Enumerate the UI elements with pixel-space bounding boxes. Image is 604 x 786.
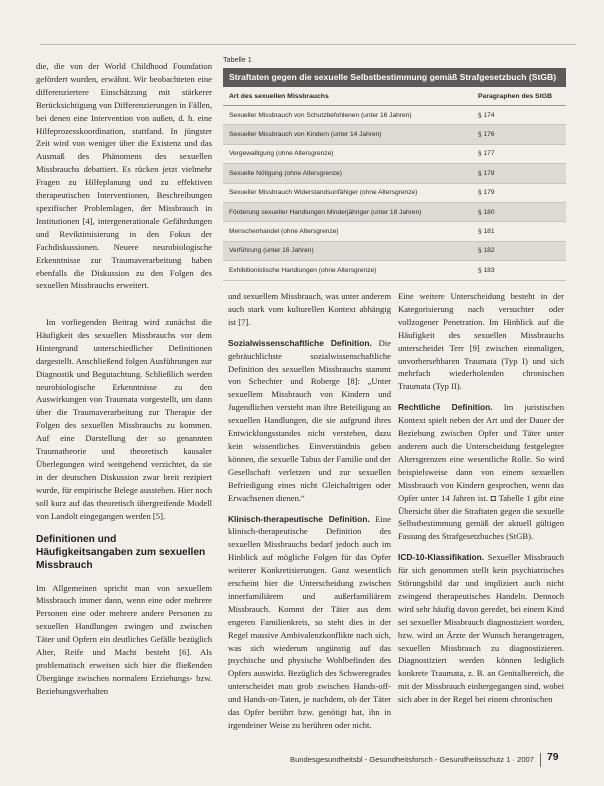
paragraph: und sexuellem Missbrauch, was unter anderem auch stark vom kulturellen Kontext abhängig ist [7]. — [228, 291, 391, 327]
column-middle — [228, 290, 391, 732]
table-cell-art: Sexuelle Nötigung (ohne Altersgrenze) — [229, 169, 342, 177]
page-footer — [0, 752, 604, 770]
column-left-bottom — [36, 316, 212, 698]
paragraph: Im Allgemeinen spricht man von sexuellem Missbrauch immer dann, wenn eine oder mehrere Personen eine oder mehrere andere Personen zu sexuellen Handlungen zwingen und zwischen Täter und Opfern ein deutliches Gefälle bezüglich Alter, Reife und Macht besteht [6]. Als problematisch erweisen sich hier die fließenden Übergänge zwischen normalem Erziehungs- bzw. Beziehungsverhalten — [36, 582, 212, 696]
paragraph-text: Im juristischen Kontext spielt neben der Art und der Dauer der Beziehung zwischen Opfer und Täter unter anderem auch die Unterscheidung festgelegter Altersgrenzen eine wesentliche Rolle. So wird beispielsweise dann von einem sexuellen Missbrauch von Kindern gesprochen, wenn das Opfer unter 14 Jahren ist. ◘ Tabelle 1 gibt eine Übersicht über die Straftaten gegen die sexuelle Selbstbestimmung gemäß der aktuell gültigen Fassung des Strafgesetzbuches (StGB). — [398, 402, 564, 542]
journal-citation: Bundesgesundheitsbl - Gesundheitsforsch - Gesundheitsschutz 1 · 2007 — [290, 755, 534, 764]
paragraph: Im vorliegenden Beitrag wird zunächst die Häufigkeit des sexuellen Missbrauchs vor dem Hintergrund unterschiedlicher Definitionen dargestellt. Anschließend folgen Ausführungen zur Diagnostik und Begutachtung. Schließlich werden neurobiologische Erkenntnisse zu den Auswirkungen von Traumata vorgestellt, um dann über die Traumaverarbeitung zur Therapie der Folgen des sexuellen Missbrauchs zu kommen. Auf eine Darstellung der so genannten Traumatheorie und theoretisch kausaler Überlegungen wird weitgehend verzichtet, da sie in der deutschen Diskussion zwar breit rezipiert wurde, für empirische Belege ausstehen. Hier noch soll kurz auf das theoretisch übergreifende Modell von Landolt eingegangen werden [5]. — [36, 317, 212, 521]
table-cell-paragraph: § 174 — [478, 111, 495, 119]
table-row — [223, 203, 566, 222]
table-row — [223, 222, 566, 241]
table-title: Straftaten gegen die sexuelle Selbstbestimmung gemäß Strafgesetzbuch (StGB) — [223, 68, 566, 87]
table-cell-art: Verführung (unter 16 Jahren) — [229, 247, 314, 255]
table-cell-art: Sexueller Missbrauch Widerstandsunfähiger (ohne Altersgrenze) — [229, 189, 418, 197]
paragraph-text: Die gebräuchlichste sozialwissenschaftliche Definition des sexuellen Missbrauchs stammt von Schechter und Roberge [8]: „Unter sexuellem Missbrauch von Kindern und Jugendlichen versteht man ihre Beteiligung an sexuellen Handlungen, die sie aufgrund ihres Entwicklungsstandes nicht verstehen, dazu kein wissentliches Einverständnis geben können, die sexuelle Tabus der Familie und der Gesellschaft verletzen und zur sexuellen Befriedigung eines nicht Gleichaltrigen oder Erwachsenen dienen.“ — [228, 337, 391, 503]
section-heading: Definitionen und Häufigkeitsangaben zum sexuellen Missbrauch — [36, 533, 206, 571]
column-left-top — [36, 60, 212, 292]
table-cell-paragraph: § 180 — [478, 208, 495, 216]
page-number: 79 — [547, 752, 559, 763]
paragraph-text: Sexueller Missbrauch für sich genommen stellt kein psychiatrisches Störungsbild dar und impliziert auch nicht zwingend therapeutisches Handeln. Dennoch wird sehr häufig davon geredet, bei einem Kind sei sexueller Missbrauch diagnostiziert worden, bzw. wird an Ärzte der Wunsch herangetragen, sexuellen Missbrauch zu diagnostizieren. Diagnostiziert werden können lediglich konkrete Traumata, z. B. an Genitalbereich, die mit der Missbrauch einhergegangen sind, wobei sich aber in der Regel bei einem chronischen — [398, 552, 564, 705]
paragraph: Eine weitere Unterscheidung besteht in der Kategorisierung nach versuchter oder vollzogener Penetration. Im Hinblick auf die Häufigkeit des sexuellen Missbrauchs unterscheidet Terr [9] zwischen einmaligen, unvorhersehbaren Traumata (Typ I) und sich mehrfach wiederholenden chronischen Traumata (Typ II). — [398, 291, 564, 392]
table-row — [223, 184, 566, 203]
paragraph-icd10 — [398, 551, 564, 706]
paragraph-legal-definition — [398, 401, 564, 543]
subheading: Rechtliche Definition. — [398, 402, 493, 413]
table-row — [223, 164, 566, 183]
table-cell-paragraph: § 177 — [478, 150, 495, 158]
table-1 — [223, 54, 566, 281]
subheading: Sozialwissenschaftliche Definition. — [228, 337, 372, 348]
footer-divider — [540, 753, 541, 767]
column-right — [398, 290, 564, 706]
table-cell-paragraph: § 179 — [478, 189, 495, 197]
table-row — [223, 145, 566, 164]
table-cell-paragraph: § 176 — [478, 131, 495, 139]
table-row — [223, 261, 566, 280]
paragraph-clinical-definition — [228, 513, 391, 732]
table-header-row — [223, 87, 566, 106]
table-cell-paragraph: § 178 — [478, 169, 495, 177]
table-row — [223, 242, 566, 261]
paragraph-text: Eine klinisch-therapeutische Definition des sexuellen Missbrauchs bedarf jedoch auch im Hinblick auf mögliche Folgen für das Opfer weiterer Konkretisierungen. Ganz wesentlich erscheint hier die Unterscheidung zwischen innerfamiliärem und außerfamiliärem Missbrauch. Kommt der Täter aus dem engeren Familienkreis, so steht dies in der Regel massive Ambivalenzkonflikte nach sich, was sich wiederum ungünstig auf das psychische und physische Wohlbefinden des Opfers auswirkt. Bezüglich des Schweregrades unterscheidet man grob zwischen Hands-off- und Hands-on-Taten, je nachdem, ob der Täter das Opfer berührt bzw. genötigt hat, ihn in irgendeiner Weise zu berühren oder nicht. — [228, 513, 391, 730]
table-cell-art: Sexueller Missbrauch von Kindern (unter 14 Jahren) — [229, 131, 382, 139]
subheading: Klinisch-therapeutische Definition. — [228, 513, 370, 524]
subheading: ICD-10-Klassifikation. — [398, 552, 485, 563]
paragraph-social-definition — [228, 337, 391, 505]
table-cell-paragraph: § 181 — [478, 228, 495, 236]
table-cell-paragraph: § 182 — [478, 247, 495, 255]
table-header-paragraph: Paragraphen des StGB — [478, 93, 553, 100]
table-label: Tabelle 1 — [223, 55, 252, 64]
top-rule — [40, 44, 576, 45]
table-body — [223, 106, 566, 281]
table-cell-art: Exhibitionistische Handlungen (ohne Altersgrenze) — [229, 266, 377, 274]
table-cell-art: Sexueller Missbrauch von Schutzbefohlenen (unter 16 Jahren) — [229, 111, 412, 119]
table-cell-art: Menschenhandel (ohne Altersgrenze) — [229, 228, 339, 236]
paragraph: die, die von der World Childhood Foundation gefördert wurden, erwähnt. Wir beobachteten eine differenziertere Einschätzung mit stärkerer Berücksichtigung von Differenzierungen in Fällen, bei denen eine Intervention von außen, d. h. eine Hilfeprozesskoordination, stattfand. In jüngster Zeit wird von weniger über die Existenz und das Ausmaß des Phänomens des sexuellen Missbrauchs debattiert. Es rücken jetzt vielmehr Fragen zu Hilfeplanung und zu effektiven therapeutischen Interventionen, Beschreibungen spezifischer Problemlagen, der Missbrauch in Institutionen [4], intergenerationale Gefährdungen und Reviktimisierung in den Fokus der Fachdiskussionen. Neuere neurobiologische Erkenntnisse zur Traumaverarbeitung haben ebenfalls die Diskussion zu den Folgen des sexuellen Missbrauchs erweitert. — [36, 61, 212, 291]
table-cell-art: Vergewaltigung (ohne Altersgrenze) — [229, 150, 334, 158]
table-cell-art: Förderung sexueller Handlungen Minderjähriger (unter 18 Jahren) — [229, 208, 422, 216]
table-row — [223, 125, 566, 144]
table-row — [223, 106, 566, 125]
table-cell-paragraph: § 183 — [478, 266, 495, 274]
table-header-art: Art des sexuellen Missbrauchs — [229, 93, 329, 100]
